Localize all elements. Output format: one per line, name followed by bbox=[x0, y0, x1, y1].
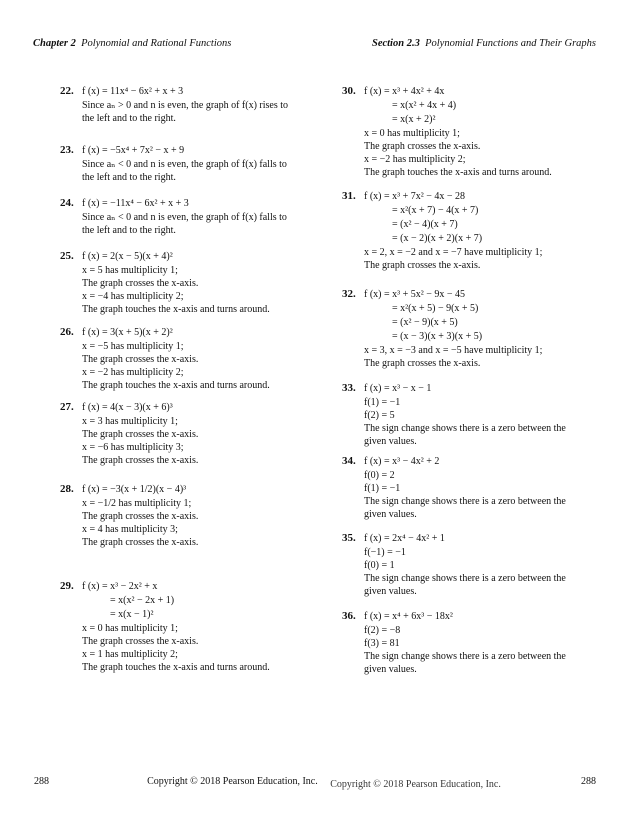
solution-line: x = 5 has multiplicity 1; bbox=[82, 265, 178, 276]
problem-number: 24. bbox=[60, 197, 74, 209]
problem-number: 32. bbox=[342, 288, 356, 300]
problem-number: 34. bbox=[342, 455, 356, 467]
solution-line: The graph touches the x-axis and turns around. bbox=[82, 662, 270, 673]
solution-line: x = −2 has multiplicity 2; bbox=[364, 154, 466, 165]
solution-line: The sign change shows there is a zero between the bbox=[364, 573, 566, 584]
problem-number: 30. bbox=[342, 85, 356, 97]
solution-line: The graph crosses the x-axis. bbox=[82, 354, 199, 365]
solution-line: f(2) = 5 bbox=[364, 410, 395, 421]
problem-equation: f (x) = 4(x − 3)(x + 6)³ bbox=[82, 402, 173, 413]
problem-number: 35. bbox=[342, 532, 356, 544]
solution-line: = (x − 3)(x + 3)(x + 5) bbox=[392, 331, 483, 342]
solution-line: = (x − 2)(x + 2)(x + 7) bbox=[392, 233, 483, 244]
solution-line: x = −1/2 has multiplicity 1; bbox=[82, 498, 192, 509]
solution-line: the left and to the right. bbox=[82, 225, 176, 236]
solution-line: f(0) = 1 bbox=[364, 560, 395, 571]
solution-line: x = −6 has multiplicity 3; bbox=[82, 442, 184, 453]
copyright-notice bbox=[0, 776, 638, 790]
problem-equation: f (x) = x³ + 5x² − 9x − 45 bbox=[364, 289, 466, 300]
problem-equation: f (x) = x³ − 2x² + x bbox=[82, 581, 158, 592]
problem-equation: f (x) = −3(x + 1/2)(x − 4)³ bbox=[82, 484, 187, 495]
solution-line: given values. bbox=[364, 586, 417, 597]
problem-number: 28. bbox=[60, 483, 74, 495]
solution-line: the left and to the right. bbox=[82, 113, 176, 124]
problem-equation: f (x) = x³ − x − 1 bbox=[364, 383, 432, 394]
solution-line: given values. bbox=[364, 509, 417, 520]
solution-line: The graph crosses the x-axis. bbox=[364, 141, 481, 152]
problem-equation: f (x) = x⁴ + 6x³ − 18x² bbox=[364, 611, 453, 622]
solution-line: given values. bbox=[364, 436, 417, 447]
problem-number: 26. bbox=[60, 326, 74, 338]
problem-number: 25. bbox=[60, 250, 74, 262]
solution-line: The graph crosses the x-axis. bbox=[82, 537, 199, 548]
solution-line: = (x² − 9)(x + 5) bbox=[392, 317, 458, 328]
section-header bbox=[372, 38, 596, 49]
problem-number: 23. bbox=[60, 144, 74, 156]
solution-line: = x²(x + 5) − 9(x + 5) bbox=[392, 303, 479, 314]
problem-equation: f (x) = x³ − 4x² + 2 bbox=[364, 456, 440, 467]
solution-line: x = 1 has multiplicity 2; bbox=[82, 649, 178, 660]
solution-line: The sign change shows there is a zero between the bbox=[364, 423, 566, 434]
solution-line: Since aₙ > 0 and n is even, the graph of f(x) rises to bbox=[82, 100, 289, 111]
solution-line: x = −2 has multiplicity 2; bbox=[82, 367, 184, 378]
problem-equation: f (x) = 3(x + 5)(x + 2)² bbox=[82, 327, 173, 338]
solution-line: x = −5 has multiplicity 1; bbox=[82, 341, 184, 352]
solution-line: f(1) = −1 bbox=[364, 397, 401, 408]
solution-line: = x(x² − 2x + 1) bbox=[110, 595, 175, 606]
solution-line: = x(x + 2)² bbox=[392, 114, 436, 125]
problem-equation: f (x) = x³ + 7x² − 4x − 28 bbox=[364, 191, 466, 202]
solution-line: f(2) = −8 bbox=[364, 625, 401, 636]
problem-equation: f (x) = 2x⁴ − 4x² + 1 bbox=[364, 533, 445, 544]
solution-line: x = 0 has multiplicity 1; bbox=[364, 128, 460, 139]
problem-equation: f (x) = −5x⁴ + 7x² − x + 9 bbox=[82, 145, 185, 156]
solution-line: The graph crosses the x-axis. bbox=[82, 455, 199, 466]
solution-line: = x(x² + 4x + 4) bbox=[392, 100, 457, 111]
problem-equation: f (x) = 2(x − 5)(x + 4)² bbox=[82, 251, 173, 262]
solution-line: Since aₙ < 0 and n is even, the graph of f(x) falls to bbox=[82, 159, 287, 170]
solution-line: The graph crosses the x-axis. bbox=[82, 636, 199, 647]
page-number-right: 288 bbox=[581, 776, 596, 787]
solution-line: The graph crosses the x-axis. bbox=[82, 278, 199, 289]
solution-line: The graph touches the x-axis and turns around. bbox=[364, 167, 552, 178]
chapter-title: Polynomial and Rational Functions bbox=[81, 38, 232, 49]
solution-line: The sign change shows there is a zero between the bbox=[364, 651, 566, 662]
solution-line: x = 0 has multiplicity 1; bbox=[82, 623, 178, 634]
problem-number: 22. bbox=[60, 85, 74, 97]
solution-line: x = −4 has multiplicity 2; bbox=[82, 291, 184, 302]
problem-number: 31. bbox=[342, 190, 356, 202]
solution-line: the left and to the right. bbox=[82, 172, 176, 183]
solution-line: f(3) = 81 bbox=[364, 638, 400, 649]
solution-line: The graph crosses the x-axis. bbox=[82, 511, 199, 522]
solution-line: given values. bbox=[364, 664, 417, 675]
solution-line: x = 4 has multiplicity 3; bbox=[82, 524, 178, 535]
chapter-header bbox=[33, 38, 231, 49]
problem-equation: f (x) = −11x⁴ − 6x² + x + 3 bbox=[82, 198, 189, 209]
solution-line: f(1) = −1 bbox=[364, 483, 401, 494]
solution-line: The graph crosses the x-axis. bbox=[364, 260, 481, 271]
solution-line: The graph crosses the x-axis. bbox=[82, 429, 199, 440]
problem-number: 29. bbox=[60, 580, 74, 592]
chapter-label: Chapter 2 bbox=[33, 38, 76, 49]
problem-number: 36. bbox=[342, 610, 356, 622]
copyright-text: Copyright © 2018 Pearson Education, Inc. bbox=[147, 776, 318, 787]
problem-number: 33. bbox=[342, 382, 356, 394]
solution-line: x = 3, x = −3 and x = −5 have multiplicity 1; bbox=[364, 345, 543, 356]
solution-line: Since aₙ < 0 and n is even, the graph of f(x) falls to bbox=[82, 212, 287, 223]
solution-line: The sign change shows there is a zero between the bbox=[364, 496, 566, 507]
section-title: Polynomial Functions and Their Graphs bbox=[425, 38, 596, 49]
page-number-left: 288 bbox=[34, 776, 49, 787]
solution-line: = x²(x + 7) − 4(x + 7) bbox=[392, 205, 479, 216]
problem-equation: f (x) = x³ + 4x² + 4x bbox=[364, 86, 445, 97]
copyright-text-overlap: Copyright © 2018 Pearson Education, Inc. bbox=[330, 779, 501, 790]
section-label: Section 2.3 bbox=[371, 38, 420, 49]
solution-line: x = 2, x = −2 and x = −7 have multiplicity 1; bbox=[364, 247, 543, 258]
problem-equation: f (x) = 11x⁴ − 6x² + x + 3 bbox=[82, 86, 184, 97]
solution-line: x = 3 has multiplicity 1; bbox=[82, 416, 178, 427]
solution-line: The graph touches the x-axis and turns around. bbox=[82, 380, 270, 391]
solution-line: f(−1) = −1 bbox=[364, 547, 406, 558]
solution-line: f(0) = 2 bbox=[364, 470, 395, 481]
solution-line: = (x² − 4)(x + 7) bbox=[392, 219, 458, 230]
solution-line: = x(x − 1)² bbox=[110, 609, 154, 620]
problem-number: 27. bbox=[60, 401, 74, 413]
solution-line: The graph crosses the x-axis. bbox=[364, 358, 481, 369]
solution-line: The graph touches the x-axis and turns around. bbox=[82, 304, 270, 315]
